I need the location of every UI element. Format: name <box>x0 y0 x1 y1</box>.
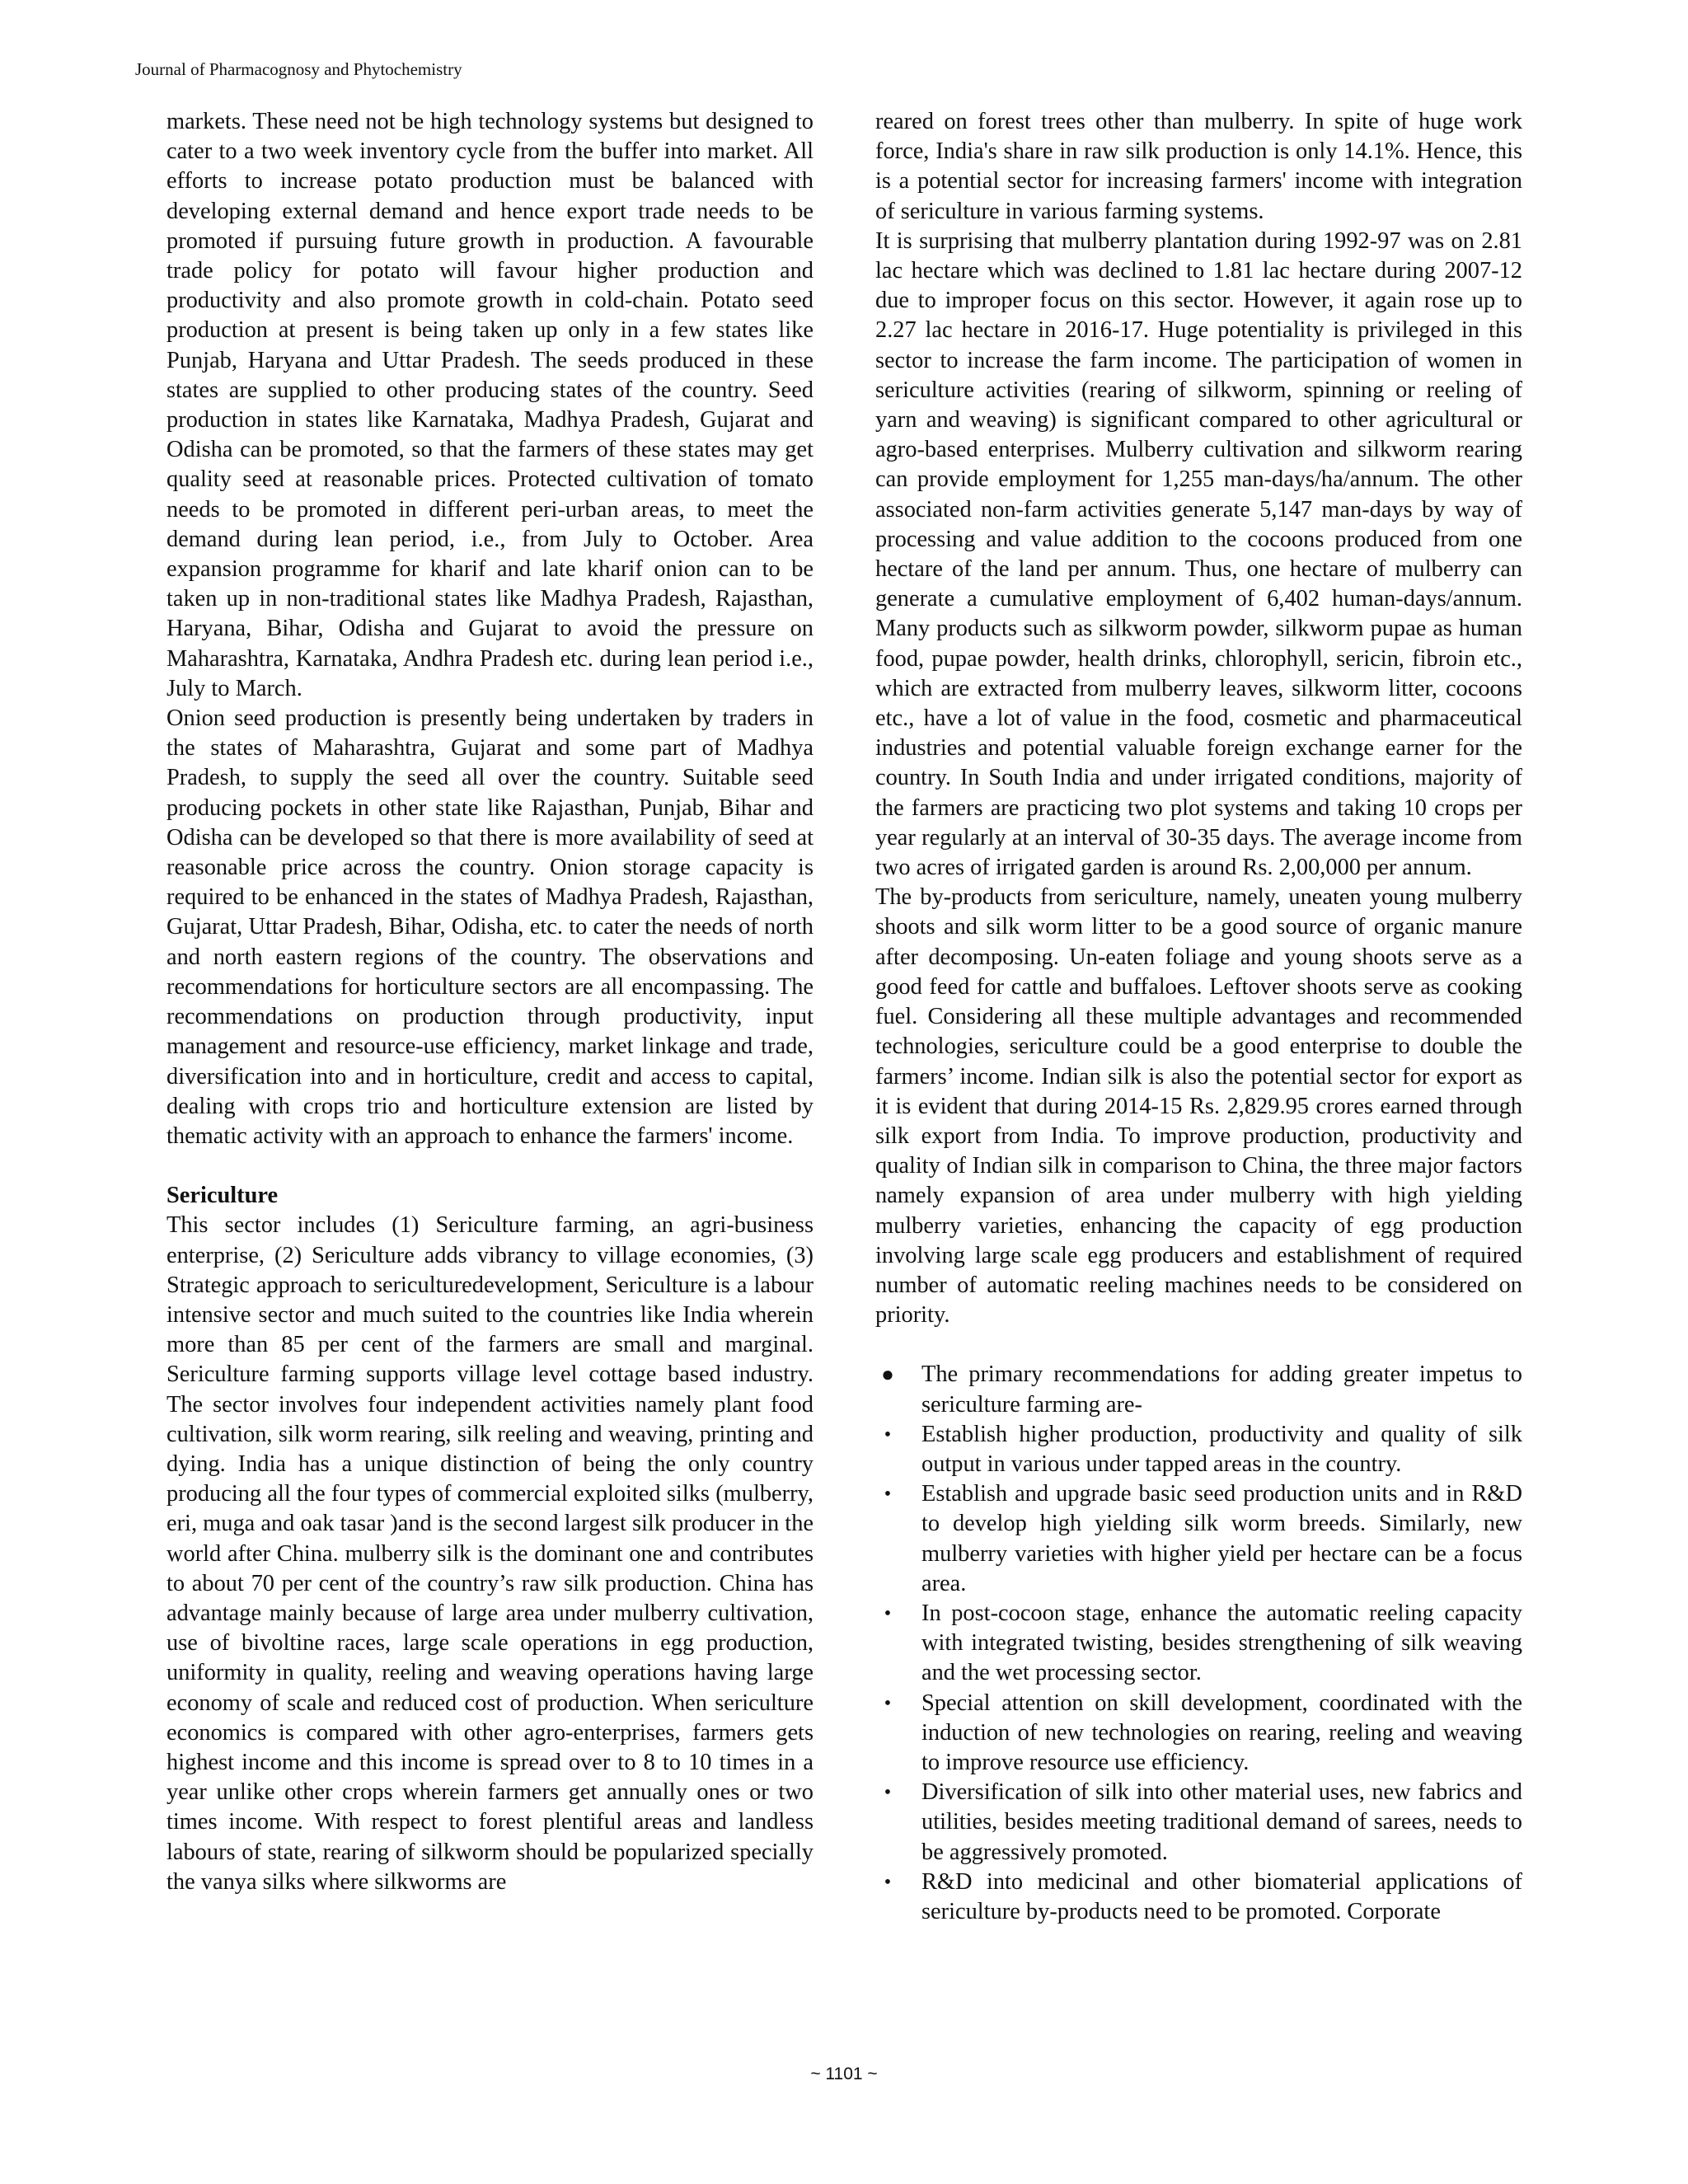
list-item-text: Special attention on skill development, coordinated with the induction of new technologies on rearing, reeling and weaving to improve resource use efficiency. <box>921 1690 1522 1775</box>
recommendations-list <box>875 1360 1522 1927</box>
bullet-icon: • <box>884 1782 892 1804</box>
list-item <box>875 1360 1522 1419</box>
list-item-text: Diversification of silk into other material uses, new fabrics and utilities, besides meeting traditional demand of sarees, needs to be aggressively promoted. <box>921 1779 1522 1865</box>
body-paragraph: The by-products from sericulture, namely, uneaten young mulberry shoots and silk worm litter to be a good source of organic manure after decomposing. Un-eaten foliage and young shoots serve as a good feed for cattle and buffaloes. Leftover shoots serve as cooking fuel. Considering all these multiple advantages and recommended technologies, sericulture could be a good enterprise to double the farmers’ income. Indian silk is also the potential sector for export as it is evident that during 2014-15 Rs. 2,829.95 crores earned through silk export from India. To improve production, productivity and quality of Indian silk in comparison to China, the three major factors namely expansion of area under mulberry with high yielding mulberry varieties, enhancing the capacity of egg production involving large scale egg producers and establishment of required number of automatic reeling machines needs to be considered on priority. <box>875 884 1522 1329</box>
list-item-text: In post-cocoon stage, enhance the automatic reeling capacity with integrated twisting, besides strengthening of silk weaving and the wet processing sector. <box>921 1600 1522 1686</box>
page-number: ~ 1101 ~ <box>810 2064 878 2083</box>
list-item <box>875 1689 1522 1779</box>
body-paragraph: markets. These need not be high technology systems but designed to cater to a two week inventory cycle from the buffer into market. All efforts to increase potato production must be balanced with developing external demand and hence export trade needs to be promoted if pursuing future growth in production. A favourable trade policy for potato will favour higher production and productivity and also promote growth in cold-chain. Potato seed production at present is being taken up only in a few states like Punjab, Haryana and Uttar Pradesh. The seeds produced in these states are supplied to other producing states of the country. Seed production in states like Karnataka, Madhya Pradesh, Gujarat and Odisha can be promoted, so that the farmers of these states may get quality seed at reasonable prices. Protected cultivation of tomato needs to be promoted in different peri-urban areas, to meet the demand during lean period, i.e., from July to October. Area expansion programme for kharif and late kharif onion can to be taken up in non-traditional states like Madhya Pradesh, Rajasthan, Haryana, Bihar, Odisha and Gujarat to avoid the pressure on Maharashtra, Karnataka, Andhra Pradesh etc. during lean period i.e., July to March. <box>166 109 814 701</box>
body-paragraph: This sector includes (1) Sericulture farming, an agri-business enterprise, (2) Sericulture adds vibrancy to village economies, (3) Strategic approach to sericulturedevelopment, Sericulture is a labour intensive sector and much suited to the countries like India wherein more than 85 per cent of the farmers are small and marginal. Sericulture farming supports village level cottage based industry. The sector involves four independent activities namely plant food cultivation, silk worm rearing, silk reeling and weaving, printing and dying. India has a unique distinction of being the only country producing all the four types of commercial exploited silks (mulberry, eri, muga and oak tasar )and is the second largest silk producer in the world after China. mulberry silk is the dominant one and contributes to about 70 per cent of the country’s raw silk production. China has advantage mainly because of large area under mulberry cultivation, use of bivoltine races, large scale operations in egg production, uniformity in quality, reeling and weaving operations having large economy of scale and reduced cost of production. When sericulture economics is compared with other agro-enterprises, farmers gets highest income and this income is spread over to 8 to 10 times in a year unlike other crops wherein farmers get annually ones or two times income. With respect to forest plentiful areas and landless labours of state, rearing of silkworm should be popularized specially the vanya silks where silkworms are <box>166 1212 814 1895</box>
bullet-icon: • <box>884 1692 892 1714</box>
list-item <box>875 1778 1522 1868</box>
list-item-text: Establish higher production, productivity and quality of silk output in various under tapped areas in the country. <box>921 1421 1522 1477</box>
left-column <box>166 107 814 1897</box>
bullet-icon: • <box>884 1423 892 1446</box>
list-item-text: Establish and upgrade basic seed production units and in R&D to develop high yielding silk worm breeds. Similarly, new mulberry varieties with higher yield per hectare can be a focus area. <box>921 1481 1522 1596</box>
list-item <box>875 1868 1522 1927</box>
body-paragraph: It is surprising that mulberry plantation during 1992-97 was on 2.81 lac hectare which was declined to 1.81 lac hectare during 2007-12 due to improper focus on this sector. However, it again rose up to 2.27 lac hectare in 2016-17. Huge potentiality is privileged in this sector to increase the farm income. The participation of women in sericulture activities (rearing of silkworm, spinning or reeling of yarn and weaving) is significant compared to other agricultural or agro-based enterprises. Mulberry cultivation and silkworm rearing can provide employment for 1,255 man-days/ha/annum. The other associated non-farm activities generate 5,147 man-days by way of processing and value addition to the cocoons produced from one hectare of the land per annum. Thus, one hectare of mulberry can generate a cumulative employment of 6,402 human-days/annum. Many products such as silkworm powder, silkworm pupae as human food, pupae powder, health drinks, chlorophyll, sericin, fibroin etc., which are extracted from mulberry leaves, silkworm litter, cocoons etc., have a lot of value in the food, cosmetic and pharmaceutical industries and potential valuable foreign exchange earner for the country. In South India and under irrigated conditions, majority of the farmers are practicing two plot systems and taking 10 crops per year regularly at an interval of 30-35 days. The average income from two acres of irrigated garden is around Rs. 2,00,000 per annum. <box>875 227 1522 881</box>
list-item-text: R&D into medicinal and other biomaterial applications of sericulture by-products need to be promoted. Corporate <box>921 1868 1522 1924</box>
bullet-icon: ● <box>881 1362 894 1387</box>
bullet-icon: • <box>884 1602 892 1624</box>
body-paragraph: reared on forest trees other than mulberry. In spite of huge work force, India's share in raw silk production is only 14.1%. Hence, this is a potential sector for increasing farmers' income with integration of sericulture in various farming systems. <box>875 109 1522 224</box>
right-column <box>875 107 1522 1927</box>
bullet-icon: • <box>884 1871 892 1893</box>
list-item <box>875 1479 1522 1599</box>
section-heading-sericulture: Sericulture <box>166 1183 279 1209</box>
bullet-icon: • <box>884 1483 892 1506</box>
list-item <box>875 1599 1522 1689</box>
list-item-text: The primary recommendations for adding greater impetus to sericulture farming are- <box>921 1361 1522 1418</box>
journal-running-header: Journal of Pharmacognosy and Phytochemistry <box>135 59 462 79</box>
body-paragraph: Onion seed production is presently being undertaken by traders in the states of Maharashtra, Gujarat and some part of Madhya Pradesh, to supply the seed all over the country. Suitable seed producing pockets in other state like Rajasthan, Punjab, Bihar and Odisha can be developed so that there is more availability of seed at reasonable price across the country. Onion storage capacity is required to be enhanced in the states of Madhya Pradesh, Rajasthan, Gujarat, Uttar Pradesh, Bihar, Odisha, etc. to cater the needs of north and north eastern regions of the country. The observations and recommendations for horticulture sectors are all encompassing. The recommendations on production through productivity, input management and resource-use efficiency, market linkage and trade, diversification into and in horticulture, credit and access to capital, dealing with crops trio and horticulture extension are listed by thematic activity with an approach to enhance the farmers' income. <box>166 705 814 1149</box>
list-item <box>875 1420 1522 1479</box>
